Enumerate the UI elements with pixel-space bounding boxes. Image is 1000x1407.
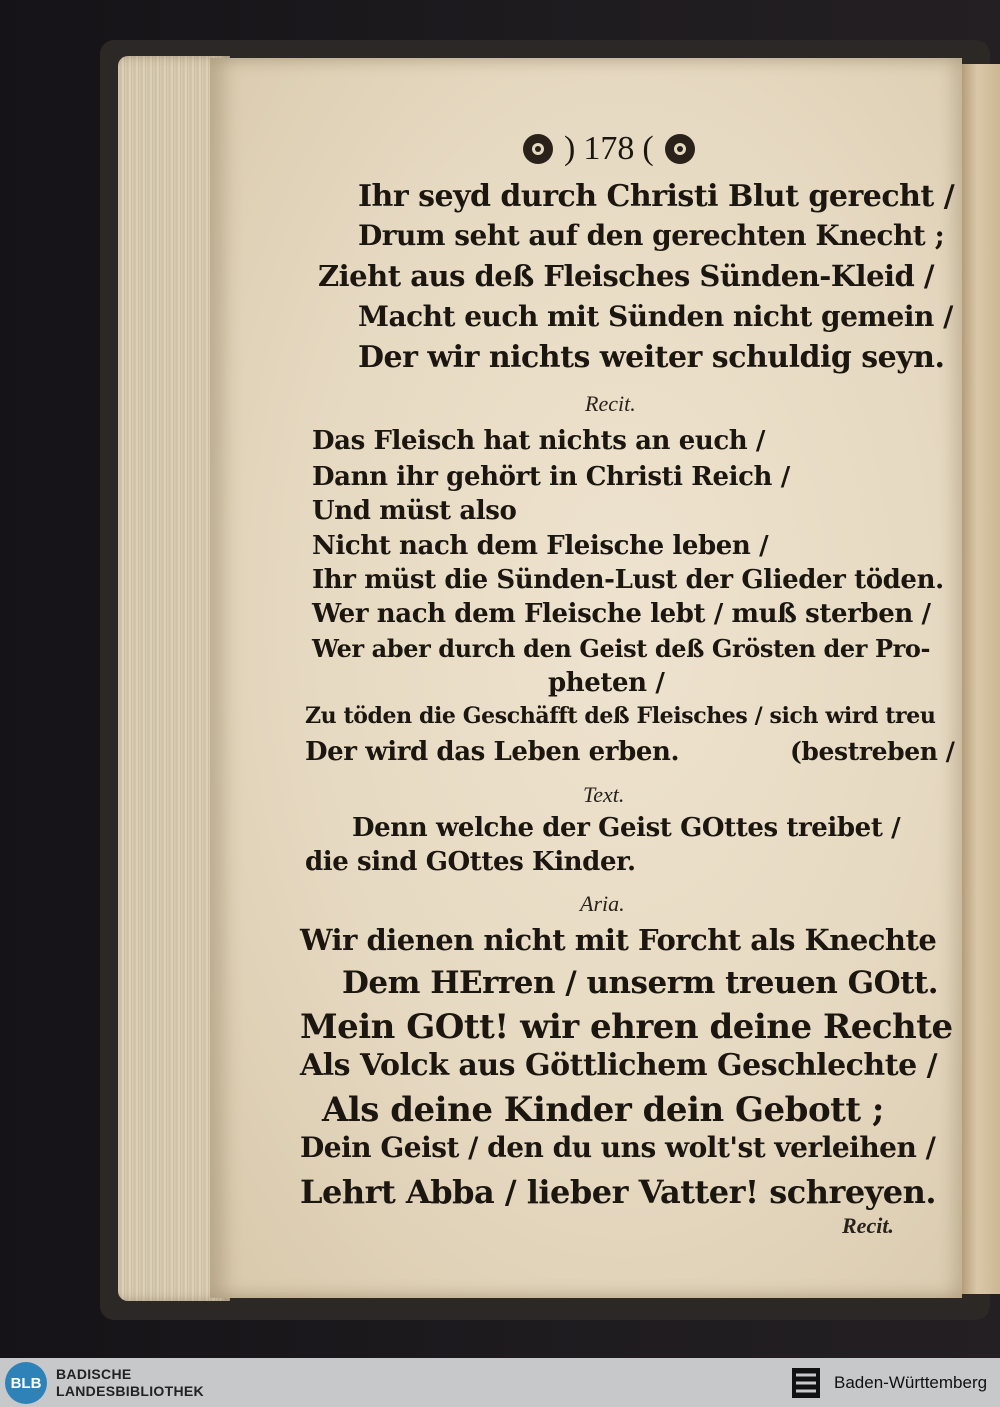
page-header [520, 130, 698, 168]
text-line: Dem HErren / unserm treuen GOtt. [342, 965, 939, 1001]
state-name[interactable]: Baden-Württemberg [834, 1373, 988, 1392]
page-number: 178 [583, 130, 635, 167]
text-line: Als deine Kinder dein Gebott ; [322, 1090, 884, 1130]
catchword: Recit. [842, 1213, 894, 1238]
text-line: Macht euch mit Sünden nicht gemein / [358, 300, 953, 333]
text-line: die sind GOttes Kinder. [305, 847, 636, 877]
text-line: Wer nach dem Fleische lebt / muß sterben / [312, 599, 931, 629]
blb-logo-icon[interactable]: BLB [5, 1362, 47, 1404]
library-name[interactable] [56, 1366, 204, 1400]
section-label: Text. [583, 782, 625, 807]
text-line: Lehrt Abba / lieber Vatter! schreyen. [300, 1173, 937, 1211]
text-line: Als Volck aus Göttlichem Geschlechte / [300, 1048, 938, 1083]
section-label: Recit. [585, 391, 636, 416]
text-line: Drum seht auf den gerechten Knecht ; [358, 219, 945, 252]
text-line: Und müst also [312, 496, 517, 526]
text-line: Nicht nach dem Fleische leben / [312, 531, 769, 561]
text-line: Wer aber durch den Geist deß Grösten der Pro- [312, 634, 931, 663]
section-label: Aria. [580, 891, 625, 916]
text-line: Der wird das Leben erben. [305, 737, 680, 767]
flower-ornament-icon [662, 131, 698, 167]
page-number-paren-left: ) [564, 130, 576, 167]
text-line: Zieht aus deß Fleisches Sünden-Kleid / [318, 259, 934, 293]
text-line: Wir dienen nicht mit Forcht als Knechte [300, 923, 937, 957]
library-name-line1: BADISCHE [56, 1366, 132, 1382]
text-line: Der wir nichts weiter schuldig seyn. [358, 340, 945, 375]
text-line: (bestreben / [790, 737, 955, 766]
library-name-line2: LANDESBIBLIOTHEK [56, 1383, 204, 1399]
next-page-edge [962, 64, 1000, 1294]
text-line: Mein GOtt! wir ehren deine Rechte [300, 1007, 953, 1047]
text-line: pheten / [548, 668, 665, 698]
text-line: Das Fleisch hat nichts an euch / [312, 426, 766, 456]
text-line: Zu töden die Geschäfft deß Fleisches / sich wird treu [305, 703, 936, 729]
text-line: Ihr seyd durch Christi Blut gerecht / [358, 179, 955, 214]
text-line: Dann ihr gehört in Christi Reich / [312, 462, 790, 492]
text-line: Denn welche der Geist GOttes treibet / [352, 813, 901, 843]
page-number-paren-right: ( [642, 130, 654, 167]
flower-ornament-icon [520, 131, 556, 167]
footer-bar [0, 1358, 1000, 1407]
coat-of-arms-icon[interactable] [790, 1366, 822, 1400]
text-line: Dein Geist / den du uns wolt'st verleihen / [300, 1131, 936, 1164]
text-line: Ihr müst die Sünden-Lust der Glieder töden. [312, 565, 944, 595]
